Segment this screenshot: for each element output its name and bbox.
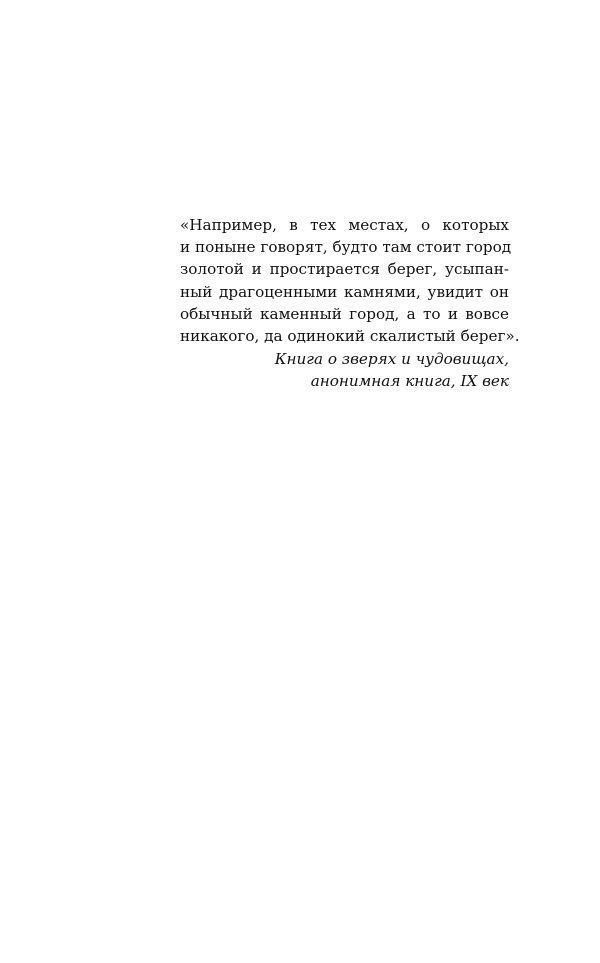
- quote-line: золотой и простирается берег, усыпан-: [180, 260, 509, 279]
- attribution-line: Книга о зверях и чудовищах,: [274, 350, 509, 369]
- quote-line: обычный каменный город, а то и вовсе: [180, 304, 509, 323]
- epigraph-quote: [180, 214, 520, 347]
- epigraph: [180, 214, 520, 393]
- quote-line: никакого, да одинокий скалистый берег».: [180, 327, 520, 346]
- quote-line: и поныне говорят, будто там стоит город: [180, 238, 512, 257]
- epigraph-attribution: [180, 348, 509, 392]
- quote-line: «Например, в тех местах, о которых: [180, 216, 509, 234]
- quote-line: ный драгоценными камнями, увидит он: [180, 282, 509, 301]
- attribution-line: анонимная книга, IX век: [310, 372, 509, 391]
